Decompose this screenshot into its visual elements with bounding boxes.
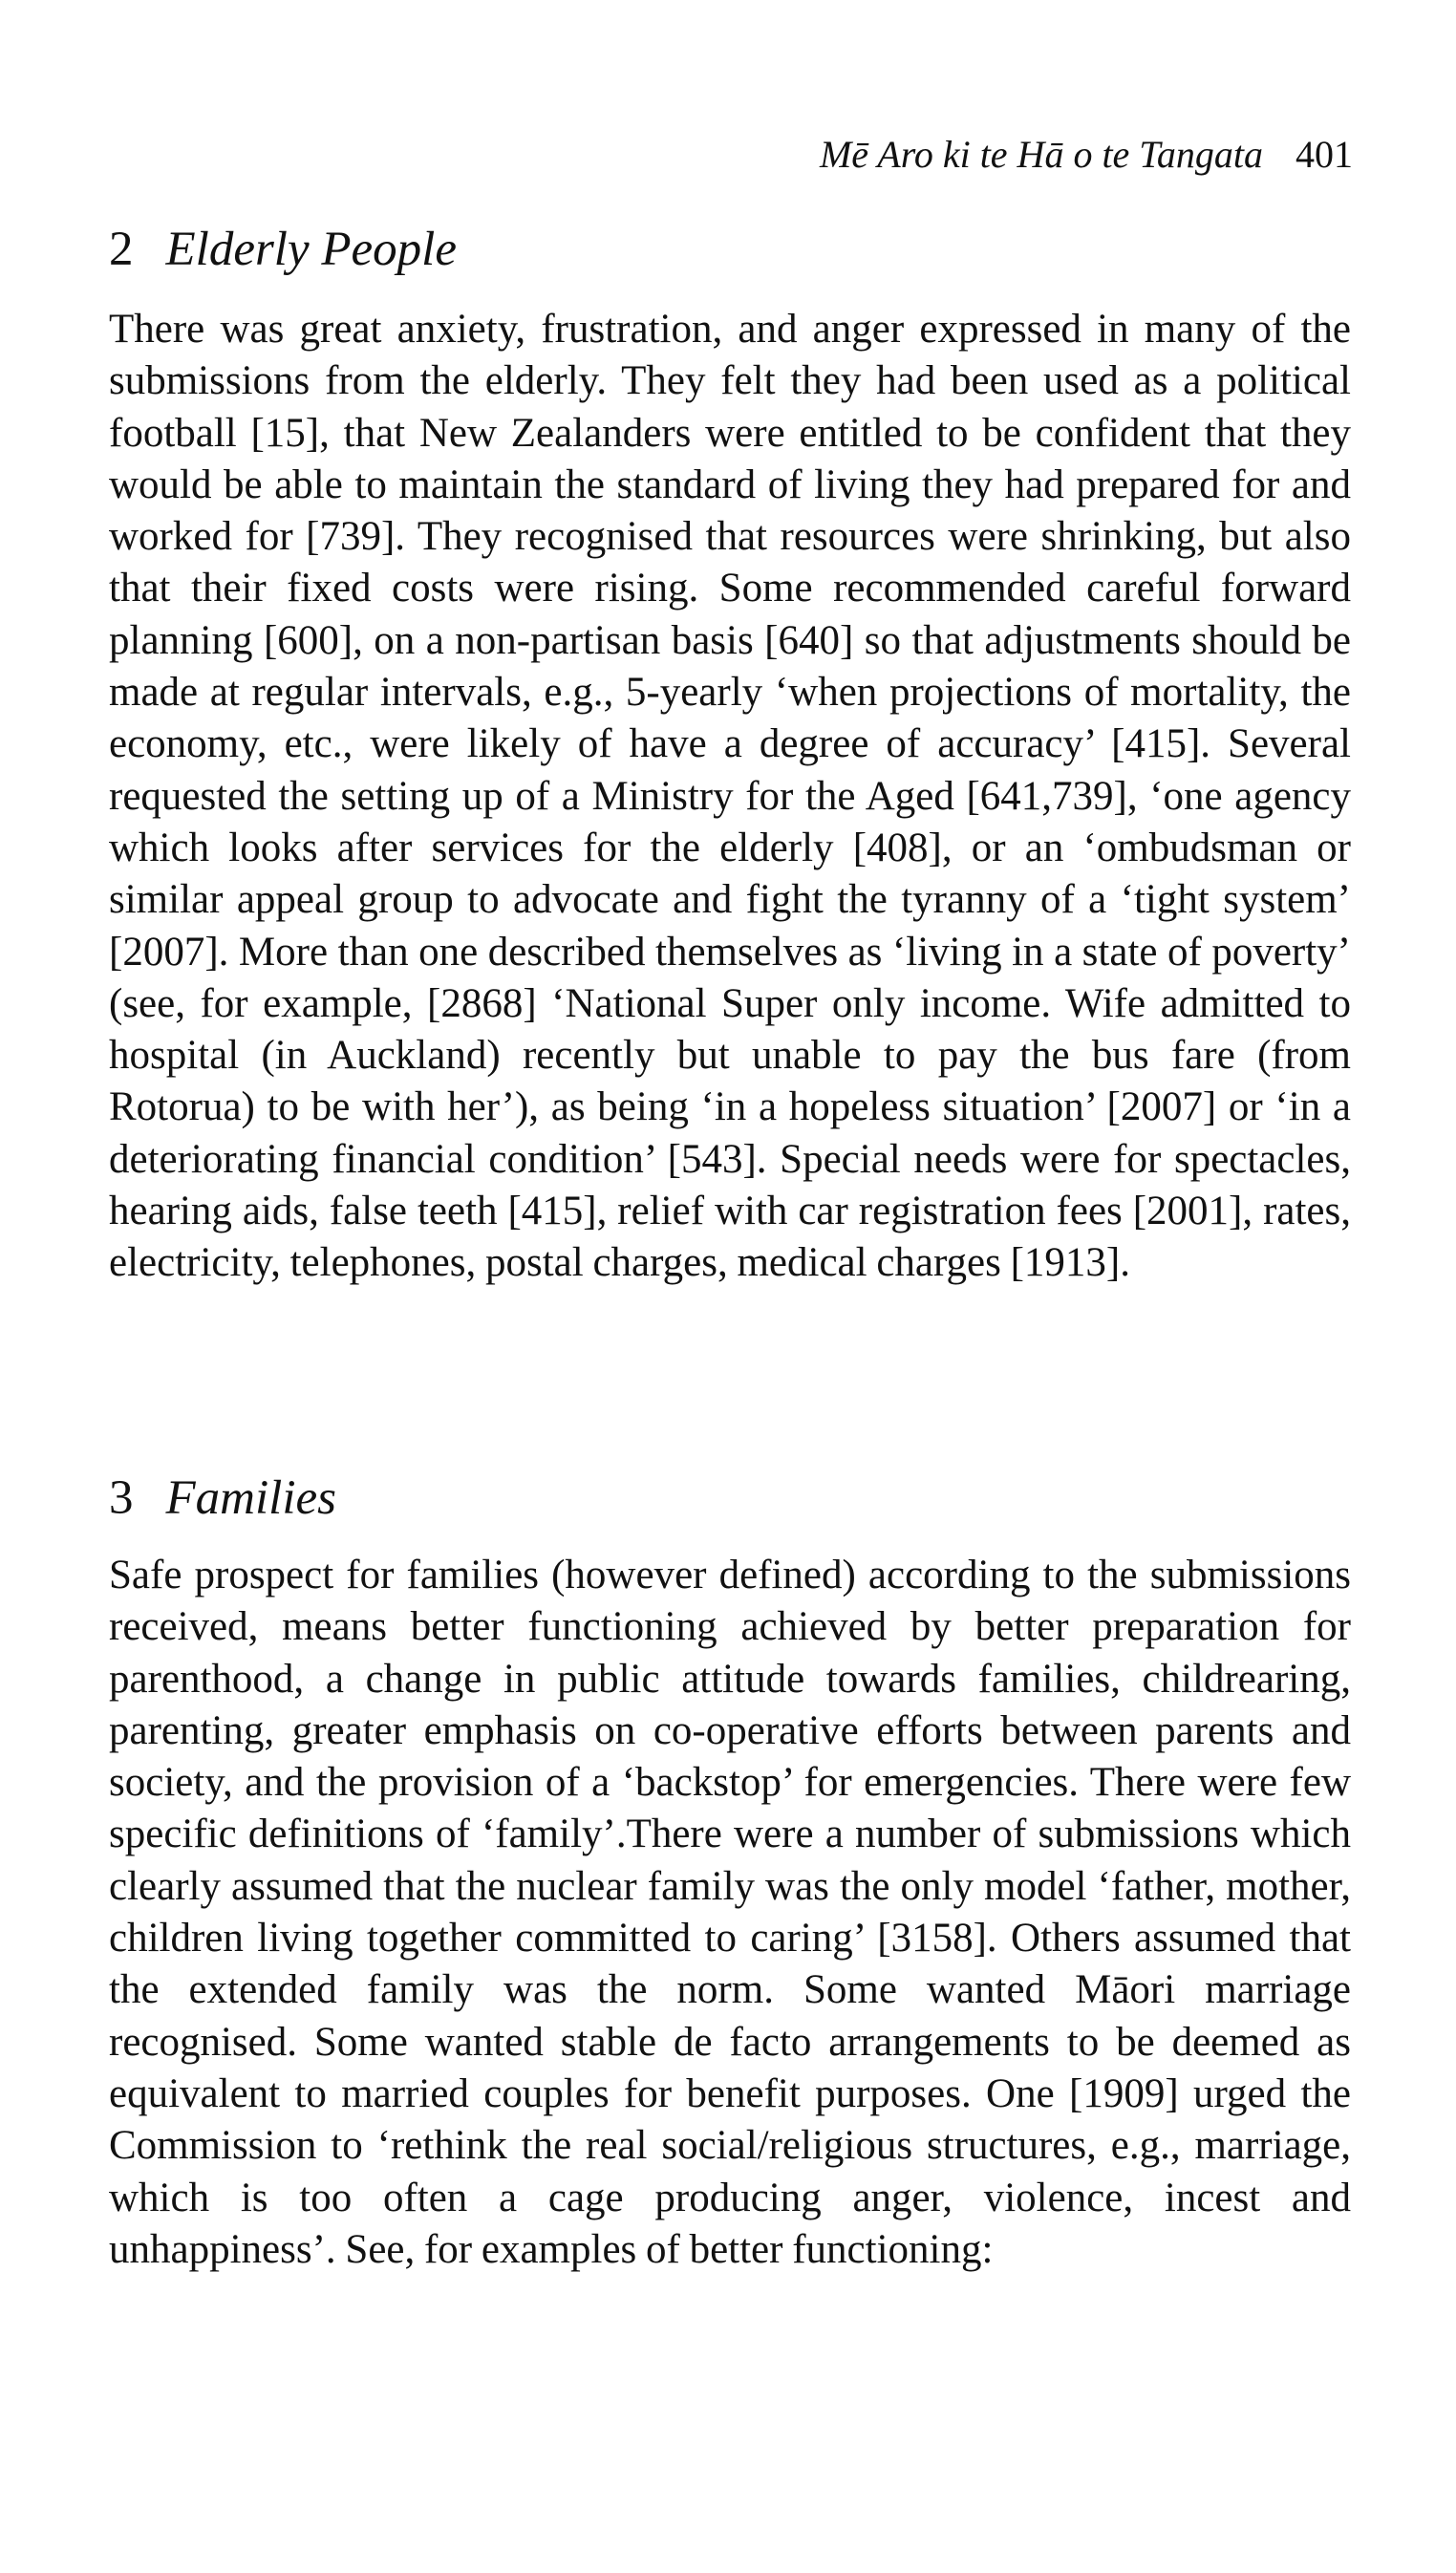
running-head [819,133,1353,176]
section-heading-elderly-people [109,225,457,274]
page-number: 401 [1295,133,1353,176]
section-title: Elderly People [165,223,457,276]
section-number: 2 [109,223,134,276]
elderly-people-paragraph: There was great anxiety, frustration, and anger expressed in many of the submissions from the elderly. They felt they had been used as a political football [15], that New Zealanders were entitled to be confident that they would be able to maintain the standard of living they had prepared for and worked for [739]. They recognised that resources were shrinking, but also that their fixed costs were rising. Some recommended careful forward planning [600], on a non-partisan basis [640] so that adjustments should be made at regular intervals, e.g., 5-yearly ‘when projections of mortality, the economy, etc., were likely of have a degree of accuracy’ [415]. Several requested the setting up of a Ministry for the Aged [641,739], ‘one agency which looks after services for the elderly [408], or an ‘ombudsman or similar appeal group to advocate and fight the tyranny of a ‘tight system’ [2007]. More than one described themselves as ‘living in a state of poverty’ (see, for example, [2868] ‘National Super only income. Wife admitted to hospital (in Auckland) recently but unable to pay the bus fare (from Rotorua) to be with her’), as being ‘in a hopeless situation’ [2007] or ‘in a deteriorating financial condition’ [543]. Special needs were for spectacles, hearing aids, false teeth [415], relief with car registration fees [2001], rates, electricity, telephones, postal charges, medical charges [1913]. [109,307,1351,1286]
running-head-title: Mē Aro ki te Hā o te Tangata [819,133,1263,176]
section-number: 3 [109,1471,134,1525]
section-title: Families [165,1471,336,1525]
families-paragraph: Safe prospect for families (however defined) according to the submissions received, means better functioning achieved by better preparation for parenthood, a change in public attitude towards families, childrearing, parenting, greater emphasis on co-operative efforts between parents and society, and the provision of a ‘backstop’ for emergencies. There were few specific definitions of ‘family’.There were a number of submissions which clearly assumed that the nuclear family was the only model ‘father, mother, children living together committed to caring’ [3158]. Others assumed that the extended family was the norm. Some wanted Māori marriage recognised. Some wanted stable de facto arrangements to be deemed as equivalent to married couples for benefit purposes. One [1909] urged the Commission to ‘rethink the real social/religious structures, e.g., marriage, which is too often a cage producing anger, violence, incest and unhappiness’. See, for examples of better functioning: [109,1553,1351,2272]
section-heading-families [109,1471,336,1525]
